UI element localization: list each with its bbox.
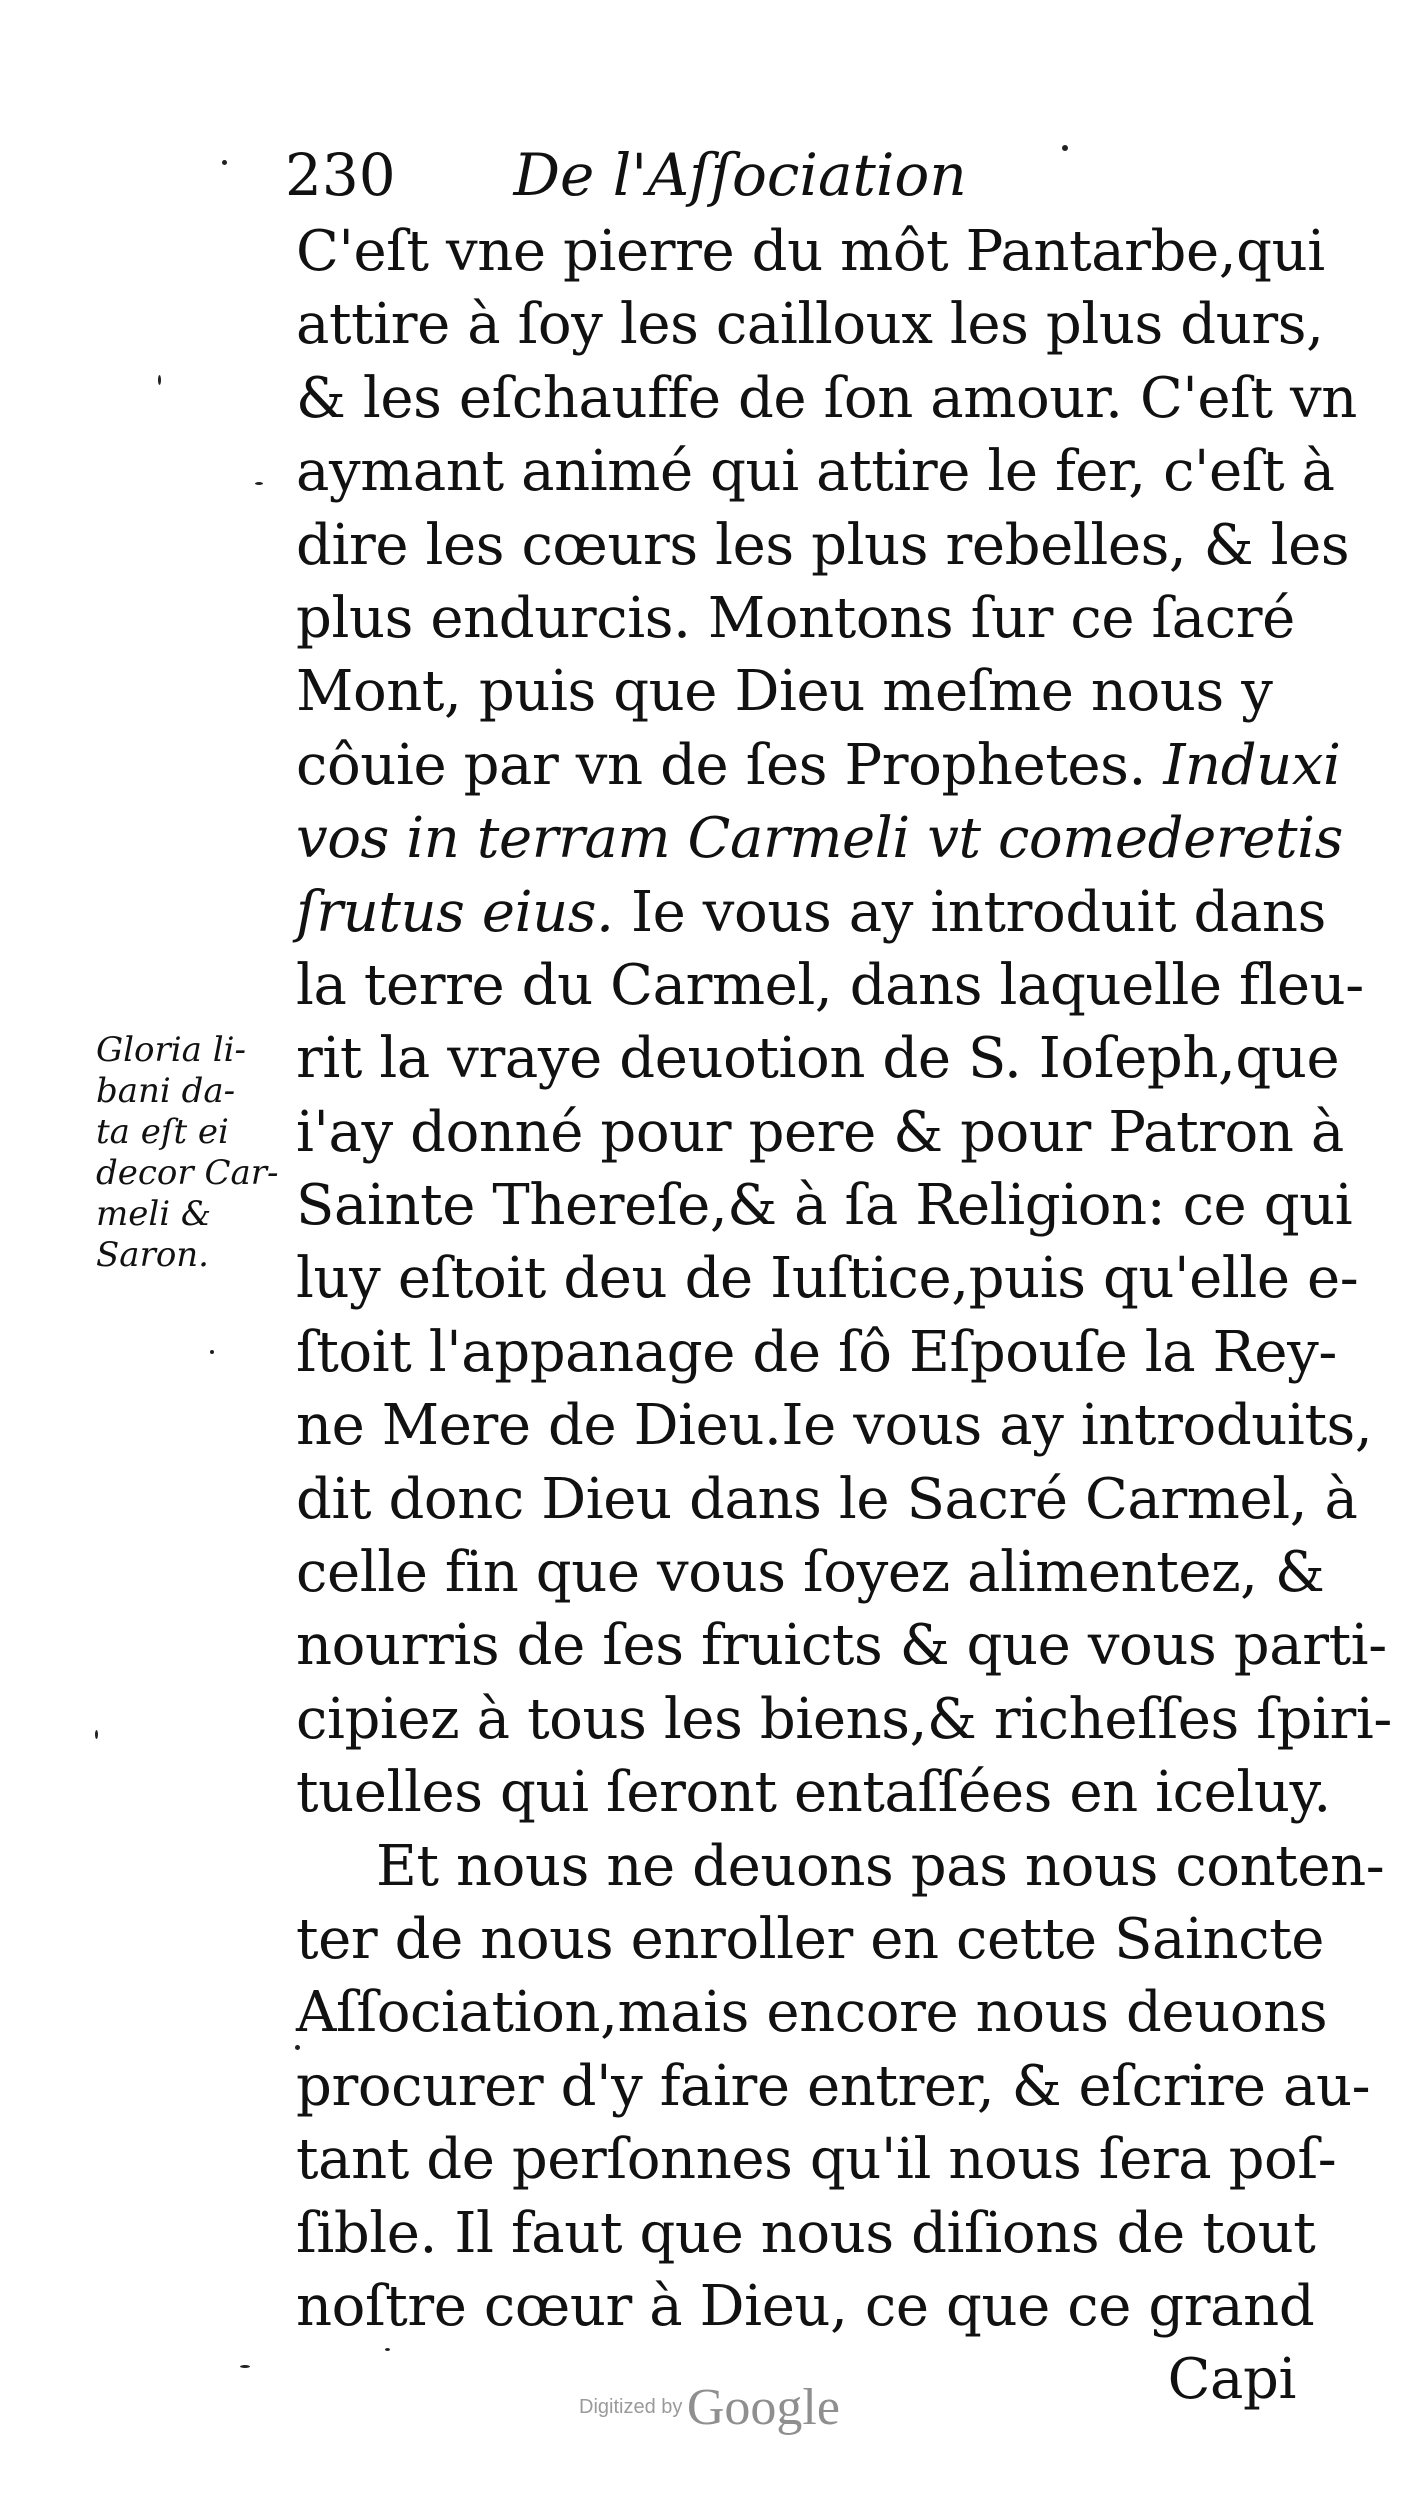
- text-run: côuie par vn de ſes Prophetes.: [296, 732, 1146, 798]
- ink-speck: [222, 160, 227, 165]
- ink-speck: [1062, 145, 1068, 151]
- digitized-watermark: [0, 2378, 1419, 2437]
- text-line: dire les cœurs les plus rebelles, & les: [296, 512, 1350, 578]
- latin-run: ſrutus eius.: [296, 879, 614, 945]
- margin-note: [96, 1030, 306, 1276]
- text-line: luy eſtoit deu de Iuſtice,puis qu'elle e-: [296, 1246, 1359, 1312]
- ink-speck: [240, 2365, 250, 2368]
- body-text: [296, 215, 1392, 2417]
- watermark-prefix: Digitized by: [579, 2396, 683, 2418]
- text-line: ſtoit l'appanage de ſô Eſpouſe la Rey-: [296, 1319, 1337, 1385]
- margin-note-line: Gloria li-: [96, 1030, 246, 1070]
- text-line: rit la vraye deuotion de S. Ioſeph,que: [296, 1026, 1340, 1092]
- ink-speck: [255, 482, 263, 485]
- catchword: Capi: [1167, 2347, 1296, 2413]
- text-line: C'eſt vne pierre du môt Pantarbe,qui: [296, 219, 1325, 284]
- margin-note-line: decor Car-: [96, 1153, 279, 1193]
- text-line: tant de perſonnes qu'il nous ſera poſ-: [296, 2127, 1337, 2193]
- margin-note-line: ta eſt ei: [96, 1112, 229, 1152]
- text-line: Mont, puis que Dieu meſme nous y: [296, 659, 1273, 725]
- text-line: attire à ſoy les cailloux les plus durs,: [296, 292, 1324, 358]
- margin-note-line: meli &: [96, 1194, 212, 1234]
- text-line: tuelles qui ſeront entaſſées en iceluy.: [296, 1760, 1331, 1826]
- text-line: Et nous ne deuons pas nous conten-: [376, 1833, 1385, 1899]
- text-line: & les eſchauffe de ſon amour. C'eſt vn: [296, 365, 1357, 431]
- text-line: ſible. Il faut que nous diſions de tout: [296, 2200, 1316, 2266]
- text-line: noſtre cœur à Dieu, ce que ce grand: [296, 2273, 1315, 2339]
- page-number: 230: [285, 141, 396, 209]
- text-line: aymant animé qui attire le fer, c'eſt à: [296, 439, 1335, 505]
- ink-speck: [295, 2045, 300, 2050]
- text-line-mixed: [296, 729, 1341, 802]
- running-title: De l'Aſſociation: [513, 141, 967, 209]
- text-line: Aſſociation,mais encore nous deuons: [296, 1980, 1328, 2046]
- ink-speck: [210, 1350, 214, 1354]
- text-run: Ie vous ay introduit dans: [630, 879, 1326, 945]
- text-line: i'ay donné pour pere & pour Patron à: [296, 1099, 1344, 1165]
- ink-speck: [385, 2348, 390, 2351]
- text-line: ter de nous enroller en cette Saincte: [296, 1906, 1325, 1972]
- text-line-mixed: [296, 876, 1326, 949]
- text-line: plus endurcis. Montons ſur ce ſacré: [296, 585, 1295, 651]
- text-line-latin: vos in terram Carmeli vt comederetis: [296, 806, 1343, 872]
- ink-speck: [95, 1730, 98, 1739]
- text-line: cipiez à tous les biens,& richeſſes ſpiri-: [296, 1686, 1392, 1752]
- text-line: procurer d'y faire entrer, & eſcrire au-: [296, 2053, 1371, 2119]
- text-line: ne Mere de Dieu.Ie vous ay introduits,: [296, 1393, 1373, 1459]
- latin-run: Induxi: [1163, 732, 1341, 798]
- ink-speck: [158, 375, 161, 385]
- running-head: [285, 140, 1285, 210]
- text-line: la terre du Carmel, dans laquelle fleu-: [296, 952, 1364, 1018]
- margin-note-line: Saron.: [96, 1235, 209, 1275]
- text-line: nourris de ſes fruicts & que vous parti-: [296, 1613, 1387, 1679]
- google-logo: Google: [686, 2379, 840, 2436]
- text-line: Sainte Thereſe,& à ſa Religion: ce qui: [296, 1173, 1353, 1239]
- margin-note-line: bani da-: [96, 1071, 236, 1111]
- text-line: celle fin que vous ſoyez alimentez, &: [296, 1540, 1325, 1606]
- text-line: dit donc Dieu dans le Sacré Carmel, à: [296, 1466, 1358, 1532]
